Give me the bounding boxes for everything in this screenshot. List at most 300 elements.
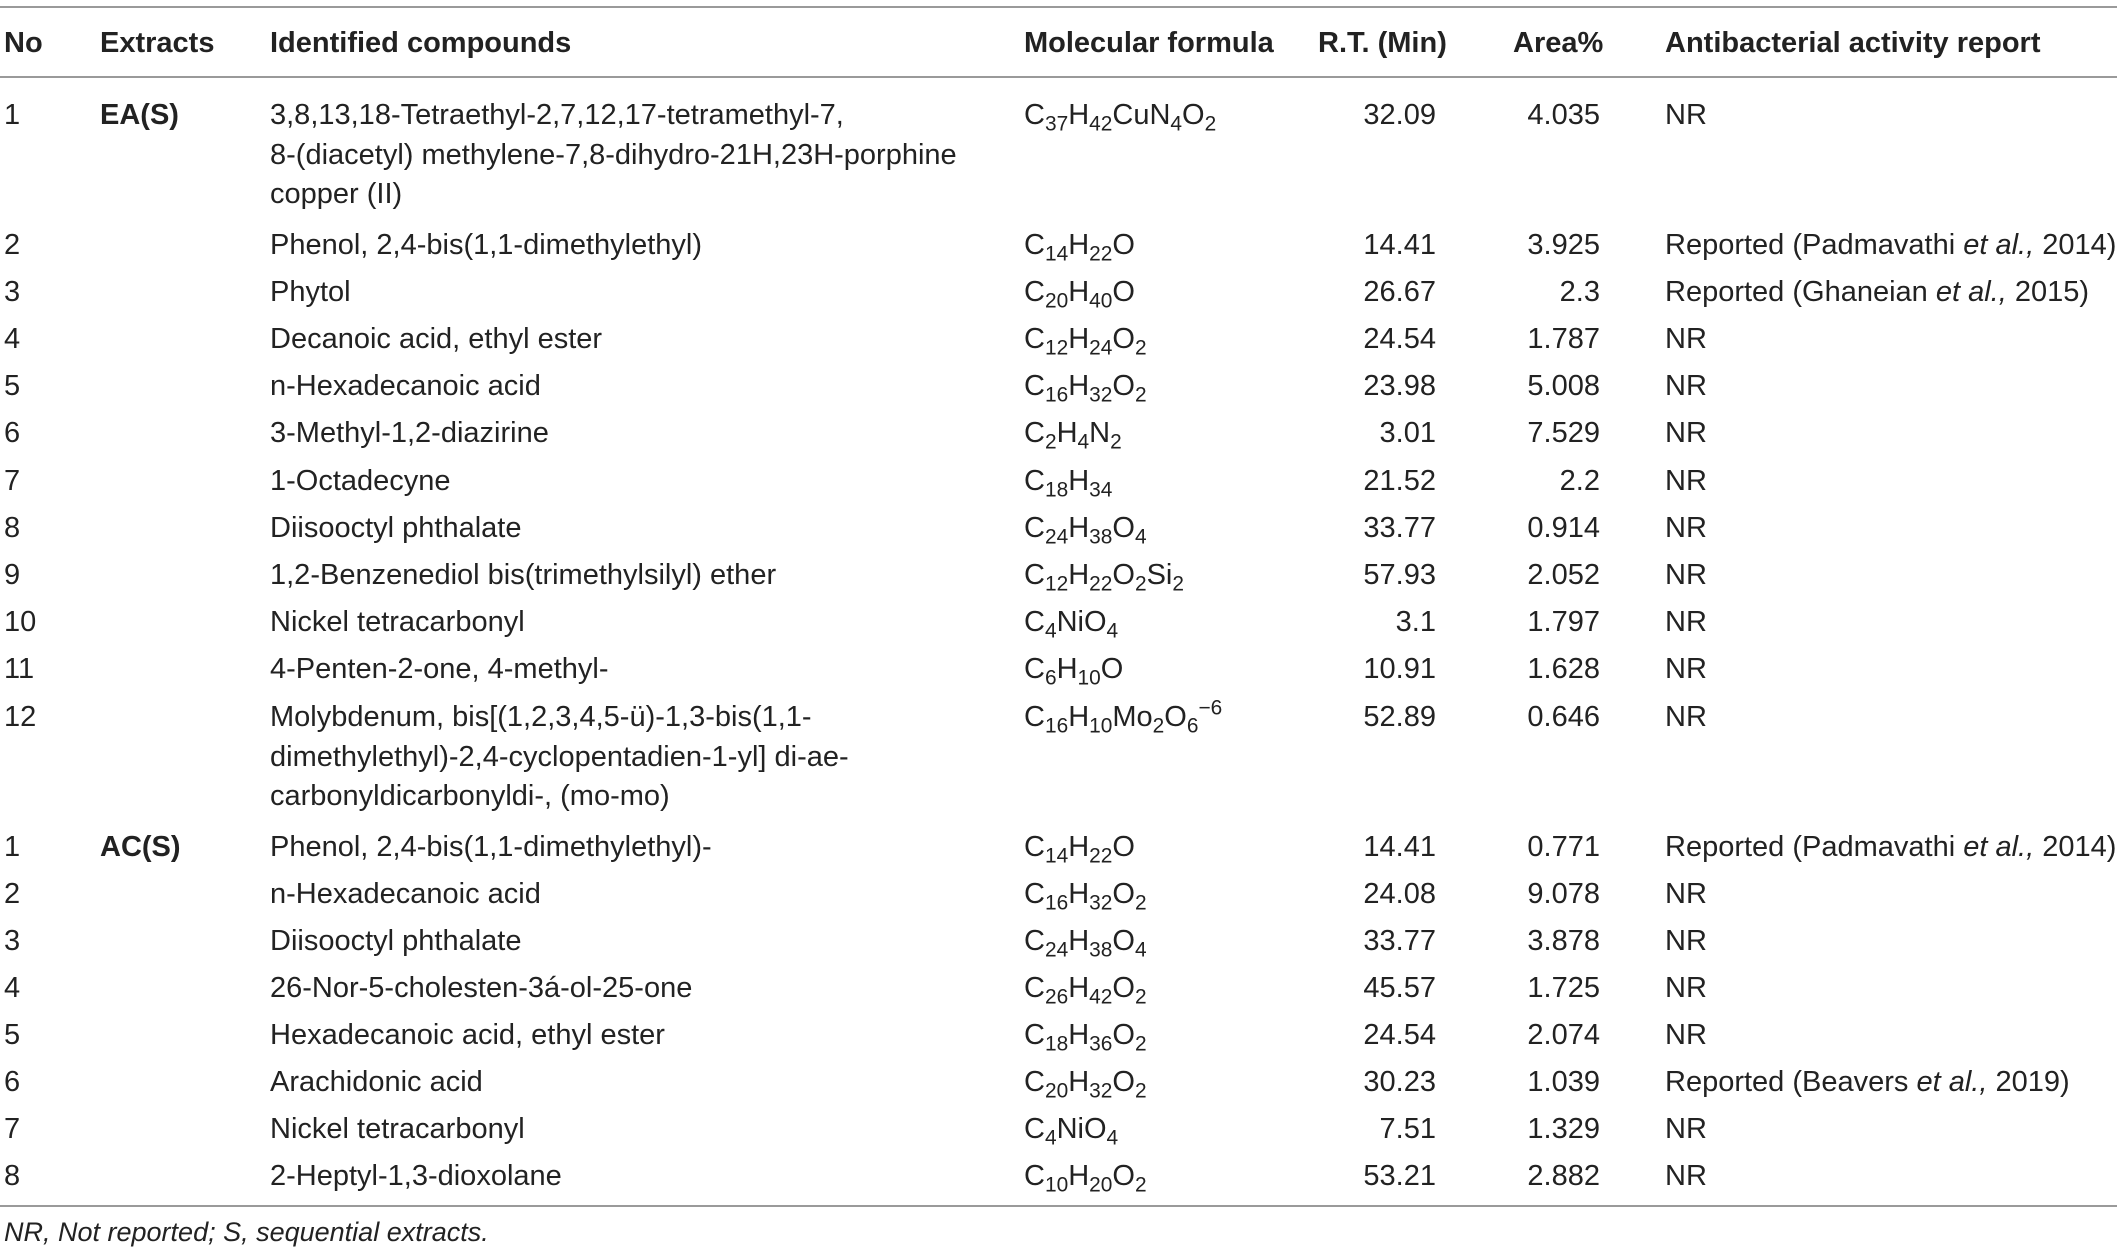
report-segment: NR bbox=[1665, 1113, 1707, 1145]
header-col-molecular-formula: Molecular formula bbox=[1024, 27, 1274, 59]
formula-part: 20 bbox=[1044, 289, 1069, 313]
cell-area: 3.878 bbox=[1527, 925, 1600, 957]
cell-rt: 23.98 bbox=[1363, 370, 1436, 402]
compound-line: Diisooctyl phthalate bbox=[270, 925, 522, 957]
formula-part: H bbox=[1068, 1160, 1090, 1192]
cell-rt: 32.09 bbox=[1363, 99, 1436, 131]
formula-part: 20 bbox=[1089, 1173, 1113, 1197]
cell-rt: 53.21 bbox=[1363, 1160, 1436, 1192]
compound-line: Molybdenum, bis[(1,2,3,4,5-ü)-1,3-bis(1,1- bbox=[270, 701, 812, 733]
formula-part: 2 bbox=[1204, 112, 1217, 136]
formula-part: O bbox=[1112, 925, 1135, 957]
compound-line: 8-(diacetyl) methylene-7,8-dihydro-21H,23H-porphine bbox=[270, 138, 957, 171]
cell-report bbox=[1665, 1063, 2070, 1102]
formula-part: 2 bbox=[1134, 572, 1147, 596]
formula-part: 32 bbox=[1089, 1079, 1113, 1103]
cell-area: 4.035 bbox=[1527, 99, 1600, 131]
formula-part: 32 bbox=[1089, 383, 1113, 407]
cell-report bbox=[1665, 226, 2116, 265]
cell-area: 2.882 bbox=[1527, 1160, 1600, 1192]
compound-line: copper (II) bbox=[270, 178, 403, 210]
formula-part: 34 bbox=[1089, 478, 1113, 502]
formula-part: 14 bbox=[1044, 242, 1069, 266]
cell-area: 0.914 bbox=[1527, 512, 1600, 544]
cell-compound bbox=[270, 462, 451, 502]
formula-part: O bbox=[1164, 701, 1187, 733]
formula-part: C bbox=[1024, 1160, 1045, 1192]
formula-part: H bbox=[1056, 653, 1078, 685]
compound-line: n-Hexadecanoic acid bbox=[270, 370, 541, 402]
report-segment: et al., bbox=[1963, 229, 2035, 261]
report-segment: NR bbox=[1665, 606, 1707, 638]
formula-part: Mo bbox=[1112, 701, 1153, 733]
cell-report bbox=[1665, 650, 1707, 689]
formula-part: C bbox=[1024, 701, 1045, 733]
formula-part: C bbox=[1024, 276, 1045, 308]
cell-formula bbox=[1024, 922, 1147, 961]
cell-area: 1.725 bbox=[1527, 972, 1600, 1004]
formula-part: 22 bbox=[1089, 572, 1113, 596]
formula-part: O bbox=[1112, 323, 1135, 355]
cell-compound bbox=[270, 922, 521, 962]
cell-formula bbox=[1024, 650, 1123, 689]
formula-part: C bbox=[1024, 925, 1045, 957]
cell-rt: 21.52 bbox=[1363, 465, 1436, 497]
cell-report bbox=[1665, 1016, 1707, 1055]
formula-part: 14 bbox=[1044, 844, 1069, 868]
formula-part: H bbox=[1068, 465, 1090, 497]
report-segment: Reported (Padmavathi bbox=[1665, 229, 1964, 261]
cell-formula bbox=[1024, 367, 1147, 406]
formula-part: 36 bbox=[1089, 1032, 1113, 1056]
formula-part: C bbox=[1024, 831, 1045, 863]
formula-part: C bbox=[1024, 417, 1045, 449]
formula-part: 2 bbox=[1134, 1173, 1147, 1197]
formula-part: H bbox=[1068, 1019, 1090, 1051]
report-segment: NR bbox=[1665, 465, 1707, 497]
cell-report bbox=[1665, 922, 1707, 961]
formula-part: 2 bbox=[1134, 1032, 1147, 1056]
cell-rt: 57.93 bbox=[1363, 559, 1436, 591]
formula-part: Si bbox=[1146, 559, 1173, 591]
cell-rt: 30.23 bbox=[1363, 1066, 1436, 1098]
cell-compound bbox=[270, 320, 602, 360]
cell-area: 1.797 bbox=[1527, 606, 1600, 638]
report-segment: NR bbox=[1665, 323, 1707, 355]
formula-part: NiO bbox=[1056, 1113, 1107, 1145]
compound-line: Nickel tetracarbonyl bbox=[270, 606, 525, 638]
cell-compound bbox=[270, 698, 849, 817]
cell-area: 0.771 bbox=[1527, 831, 1600, 863]
cell-no: 8 bbox=[4, 512, 21, 544]
compound-line: carbonyldicarbonyldi-, (mo-mo) bbox=[270, 780, 670, 812]
report-segment: 2014) bbox=[2034, 229, 2117, 261]
cell-no: 11 bbox=[4, 653, 35, 685]
formula-part: H bbox=[1068, 229, 1090, 261]
header-col-antibacterial-report: Antibacterial activity report bbox=[1665, 27, 2041, 59]
table-footnote: NR, Not reported; S, sequential extracts. bbox=[4, 1217, 489, 1247]
cell-rt: 33.77 bbox=[1363, 925, 1436, 957]
formula-part: O bbox=[1112, 512, 1135, 544]
formula-part: C bbox=[1024, 1019, 1045, 1051]
cell-formula bbox=[1024, 509, 1147, 548]
cell-no: 9 bbox=[4, 559, 21, 591]
cell-no: 7 bbox=[4, 465, 21, 497]
cell-no: 5 bbox=[4, 370, 21, 402]
formula-part: 42 bbox=[1089, 112, 1113, 136]
formula-part: 4 bbox=[1106, 619, 1119, 643]
report-segment: 2015) bbox=[2006, 276, 2090, 308]
formula-part: 24 bbox=[1089, 336, 1113, 360]
formula-part: H bbox=[1068, 512, 1090, 544]
cell-rt: 24.08 bbox=[1363, 878, 1436, 910]
formula-part: 12 bbox=[1044, 572, 1069, 596]
formula-part: H bbox=[1068, 878, 1090, 910]
cell-report bbox=[1665, 875, 1707, 914]
formula-part: N bbox=[1089, 417, 1111, 449]
report-segment: Reported (Ghaneian bbox=[1665, 276, 1936, 308]
formula-part: 38 bbox=[1089, 938, 1113, 962]
formula-part: 16 bbox=[1044, 383, 1069, 407]
header-col-no: No bbox=[4, 27, 43, 59]
cell-formula bbox=[1024, 1016, 1147, 1055]
formula-part: O bbox=[1112, 229, 1135, 261]
formula-part: 24 bbox=[1044, 525, 1069, 549]
cell-extract: AC(S) bbox=[100, 831, 181, 863]
report-segment: NR bbox=[1665, 559, 1707, 591]
report-segment: Reported (Beavers bbox=[1665, 1066, 1917, 1098]
cell-rt: 14.41 bbox=[1363, 831, 1436, 863]
formula-part: H bbox=[1056, 417, 1078, 449]
formula-part: NiO bbox=[1056, 606, 1107, 638]
header-col-identified-compounds: Identified compounds bbox=[270, 27, 572, 59]
cell-formula bbox=[1024, 603, 1118, 642]
report-segment: et al., bbox=[1916, 1066, 1988, 1098]
formula-part: C bbox=[1024, 559, 1045, 591]
report-segment: NR bbox=[1665, 512, 1707, 544]
cell-no: 4 bbox=[4, 323, 21, 355]
cell-rt: 14.41 bbox=[1363, 229, 1436, 261]
cell-formula bbox=[1024, 226, 1135, 265]
cell-no: 1 bbox=[4, 99, 21, 131]
compound-line: Diisooctyl phthalate bbox=[270, 512, 522, 544]
formula-part: C bbox=[1024, 1066, 1045, 1098]
formula-part: O bbox=[1112, 276, 1135, 308]
compound-line: 1-Octadecyne bbox=[270, 465, 451, 497]
formula-part: 2 bbox=[1134, 985, 1147, 1009]
cell-no: 12 bbox=[4, 701, 37, 733]
compound-line: Arachidonic acid bbox=[270, 1066, 483, 1098]
cell-compound bbox=[270, 556, 776, 596]
formula-part: H bbox=[1068, 1066, 1090, 1098]
compound-line: Decanoic acid, ethyl ester bbox=[270, 323, 603, 355]
formula-part: H bbox=[1068, 831, 1090, 863]
formula-part: 4 bbox=[1077, 430, 1090, 454]
cell-area: 1.628 bbox=[1527, 653, 1600, 685]
report-segment: Reported (Padmavathi bbox=[1665, 831, 1964, 863]
formula-part: H bbox=[1068, 701, 1090, 733]
compound-line: 3-Methyl-1,2-diazirine bbox=[270, 417, 549, 449]
formula-part: −6 bbox=[1198, 696, 1223, 720]
cell-formula bbox=[1024, 556, 1184, 595]
formula-part: C bbox=[1024, 606, 1045, 638]
formula-part: O bbox=[1112, 972, 1135, 1004]
cell-report bbox=[1665, 969, 1707, 1008]
formula-part: 2 bbox=[1134, 891, 1147, 915]
cell-rt: 3.01 bbox=[1379, 417, 1436, 449]
formula-part: 2 bbox=[1110, 430, 1122, 454]
cell-area: 5.008 bbox=[1527, 370, 1600, 402]
cell-no: 1 bbox=[4, 831, 21, 863]
cell-area: 2.3 bbox=[1559, 276, 1600, 308]
report-segment: 2014) bbox=[2034, 831, 2117, 863]
report-segment: NR bbox=[1665, 653, 1707, 685]
formula-part: 22 bbox=[1089, 242, 1113, 266]
table-bottom-rule bbox=[0, 1205, 2117, 1207]
formula-part: C bbox=[1024, 99, 1045, 131]
cell-area: 2.2 bbox=[1559, 465, 1600, 497]
cell-report bbox=[1665, 462, 1707, 501]
cell-rt: 45.57 bbox=[1363, 972, 1436, 1004]
header-col-rt-min: R.T. (Min) bbox=[1318, 27, 1447, 59]
formula-part: 10 bbox=[1044, 1173, 1069, 1197]
formula-part: 2 bbox=[1044, 430, 1057, 454]
formula-part: 10 bbox=[1089, 714, 1113, 738]
cell-rt: 10.91 bbox=[1363, 653, 1436, 685]
compound-line: dimethylethyl)-2,4-cyclopentadien-1-yl] di-ae- bbox=[270, 740, 849, 773]
formula-part: O bbox=[1112, 831, 1135, 863]
cell-report bbox=[1665, 96, 1707, 135]
cell-no: 3 bbox=[4, 276, 21, 308]
compound-line: Phenol, 2,4-bis(1,1-dimethylethyl) bbox=[270, 229, 702, 261]
formula-part: O bbox=[1112, 370, 1135, 402]
report-segment: NR bbox=[1665, 1160, 1707, 1192]
cell-rt: 7.51 bbox=[1379, 1113, 1436, 1145]
cell-compound bbox=[270, 96, 957, 215]
cell-formula bbox=[1024, 414, 1122, 453]
formula-part: 42 bbox=[1089, 985, 1113, 1009]
cell-compound bbox=[270, 1063, 483, 1103]
header-col-area-percent: Area% bbox=[1513, 27, 1604, 59]
formula-part: 4 bbox=[1044, 1126, 1057, 1150]
cell-no: 6 bbox=[4, 1066, 21, 1098]
cell-compound bbox=[270, 828, 712, 868]
cell-formula bbox=[1024, 698, 1222, 737]
cell-compound bbox=[270, 509, 521, 549]
formula-part: H bbox=[1068, 323, 1090, 355]
formula-part: H bbox=[1068, 925, 1090, 957]
formula-part: O bbox=[1112, 559, 1135, 591]
cell-area: 0.646 bbox=[1527, 701, 1600, 733]
report-segment: NR bbox=[1665, 701, 1707, 733]
cell-report bbox=[1665, 698, 1707, 737]
cell-compound bbox=[270, 603, 525, 643]
formula-part: 2 bbox=[1134, 383, 1147, 407]
compound-line: Phytol bbox=[270, 276, 351, 308]
compound-line: 2-Heptyl-1,3-dioxolane bbox=[270, 1160, 562, 1192]
cell-rt: 33.77 bbox=[1363, 512, 1436, 544]
formula-part: C bbox=[1024, 653, 1045, 685]
cell-formula bbox=[1024, 462, 1112, 501]
cell-report bbox=[1665, 273, 2089, 312]
cell-area: 2.074 bbox=[1527, 1019, 1600, 1051]
cell-formula bbox=[1024, 273, 1135, 312]
cell-compound bbox=[270, 969, 692, 1009]
cell-formula bbox=[1024, 875, 1147, 914]
cell-no: 2 bbox=[4, 878, 21, 910]
formula-part: 20 bbox=[1044, 1079, 1069, 1103]
cell-report bbox=[1665, 414, 1707, 453]
compound-line: Nickel tetracarbonyl bbox=[270, 1113, 525, 1145]
cell-compound bbox=[270, 875, 541, 915]
cell-formula bbox=[1024, 828, 1135, 867]
formula-part: 6 bbox=[1044, 666, 1057, 690]
cell-no: 2 bbox=[4, 229, 21, 261]
cell-formula bbox=[1024, 969, 1147, 1008]
report-segment: et al., bbox=[1935, 276, 2007, 308]
cell-compound bbox=[270, 226, 702, 266]
formula-part: 10 bbox=[1077, 666, 1101, 690]
cell-rt: 26.67 bbox=[1363, 276, 1436, 308]
cell-area: 3.925 bbox=[1527, 229, 1600, 261]
formula-part: 16 bbox=[1044, 714, 1069, 738]
report-segment: NR bbox=[1665, 925, 1707, 957]
formula-part: CuN bbox=[1112, 99, 1171, 131]
cell-report bbox=[1665, 1110, 1707, 1149]
cell-report bbox=[1665, 828, 2116, 867]
cell-rt: 3.1 bbox=[1395, 606, 1436, 638]
report-segment: NR bbox=[1665, 99, 1707, 131]
formula-part: H bbox=[1068, 276, 1090, 308]
formula-part: C bbox=[1024, 878, 1045, 910]
cell-formula bbox=[1024, 320, 1147, 359]
formula-part: 32 bbox=[1089, 891, 1113, 915]
cell-compound bbox=[270, 650, 609, 690]
formula-part: C bbox=[1024, 972, 1045, 1004]
cell-formula bbox=[1024, 96, 1216, 135]
formula-part: C bbox=[1024, 370, 1045, 402]
formula-part: 2 bbox=[1172, 572, 1184, 596]
cell-no: 3 bbox=[4, 925, 21, 957]
cell-area: 2.052 bbox=[1527, 559, 1600, 591]
cell-compound bbox=[270, 1110, 525, 1150]
formula-part: 18 bbox=[1044, 1032, 1069, 1056]
formula-part: 4 bbox=[1134, 525, 1147, 549]
cell-rt: 24.54 bbox=[1363, 1019, 1436, 1051]
table-header-rule bbox=[0, 76, 2117, 78]
cell-no: 8 bbox=[4, 1160, 21, 1192]
cell-formula bbox=[1024, 1110, 1118, 1149]
cell-report bbox=[1665, 509, 1707, 548]
formula-part: C bbox=[1024, 1113, 1045, 1145]
formula-part: 16 bbox=[1044, 891, 1069, 915]
formula-part: 37 bbox=[1044, 112, 1069, 136]
formula-part: O bbox=[1112, 1019, 1135, 1051]
cell-area: 1.329 bbox=[1527, 1113, 1600, 1145]
formula-part: 4 bbox=[1134, 938, 1147, 962]
formula-part: 22 bbox=[1089, 844, 1113, 868]
header-col-extracts: Extracts bbox=[100, 27, 215, 59]
formula-part: O bbox=[1112, 1160, 1135, 1192]
compound-line: 1,2-Benzenediol bis(trimethylsilyl) ether bbox=[270, 559, 777, 591]
report-segment: NR bbox=[1665, 1019, 1707, 1051]
cell-report bbox=[1665, 367, 1707, 406]
compound-line: 4-Penten-2-one, 4-methyl- bbox=[270, 653, 609, 685]
compound-line: 26-Nor-5-cholesten-3á-ol-25-one bbox=[270, 972, 693, 1004]
cell-compound bbox=[270, 367, 541, 407]
formula-part: 4 bbox=[1170, 112, 1183, 136]
cell-compound bbox=[270, 414, 549, 454]
compound-line: 3,8,13,18-Tetraethyl-2,7,12,17-tetramethyl-7, bbox=[270, 99, 844, 131]
formula-part: 2 bbox=[1152, 714, 1165, 738]
report-segment: NR bbox=[1665, 878, 1707, 910]
cell-compound bbox=[270, 1157, 562, 1197]
formula-part: C bbox=[1024, 229, 1045, 261]
cell-rt: 52.89 bbox=[1363, 701, 1436, 733]
formula-part: 12 bbox=[1044, 336, 1069, 360]
formula-part: 18 bbox=[1044, 478, 1069, 502]
cell-no: 4 bbox=[4, 972, 21, 1004]
formula-part: 24 bbox=[1044, 938, 1069, 962]
compound-line: Phenol, 2,4-bis(1,1-dimethylethyl)- bbox=[270, 831, 712, 863]
cell-area: 1.787 bbox=[1527, 323, 1600, 355]
cell-area: 1.039 bbox=[1527, 1066, 1600, 1098]
formula-part: 4 bbox=[1106, 1126, 1119, 1150]
formula-part: O bbox=[1182, 99, 1205, 131]
formula-part: 26 bbox=[1044, 985, 1069, 1009]
compound-line: Hexadecanoic acid, ethyl ester bbox=[270, 1019, 665, 1051]
cell-report bbox=[1665, 1157, 1707, 1196]
formula-part: O bbox=[1112, 1066, 1135, 1098]
report-segment: et al., bbox=[1963, 831, 2035, 863]
formula-part: 4 bbox=[1044, 619, 1057, 643]
formula-part: 40 bbox=[1089, 289, 1113, 313]
formula-part: C bbox=[1024, 465, 1045, 497]
cell-area: 7.529 bbox=[1527, 417, 1600, 449]
cell-no: 5 bbox=[4, 1019, 21, 1051]
cell-no: 7 bbox=[4, 1113, 21, 1145]
cell-area: 9.078 bbox=[1527, 878, 1600, 910]
report-segment: 2019) bbox=[1987, 1066, 2070, 1098]
cell-report bbox=[1665, 556, 1707, 595]
cell-formula bbox=[1024, 1157, 1147, 1196]
report-segment: NR bbox=[1665, 370, 1707, 402]
table-top-rule bbox=[0, 6, 2117, 8]
formula-part: C bbox=[1024, 323, 1045, 355]
cell-compound bbox=[270, 273, 351, 313]
formula-part: C bbox=[1024, 512, 1045, 544]
formula-part: H bbox=[1068, 370, 1090, 402]
formula-part: 2 bbox=[1134, 336, 1147, 360]
cell-no: 6 bbox=[4, 417, 21, 449]
report-segment: NR bbox=[1665, 972, 1707, 1004]
formula-part: 6 bbox=[1186, 714, 1199, 738]
report-segment: NR bbox=[1665, 417, 1707, 449]
compound-line: n-Hexadecanoic acid bbox=[270, 878, 541, 910]
formula-part: O bbox=[1100, 653, 1124, 685]
cell-rt: 24.54 bbox=[1363, 323, 1436, 355]
formula-part: O bbox=[1112, 878, 1135, 910]
cell-compound bbox=[270, 1016, 665, 1056]
cell-no: 10 bbox=[4, 606, 37, 638]
formula-part: H bbox=[1068, 559, 1090, 591]
cell-extract: EA(S) bbox=[100, 99, 179, 131]
formula-part: 38 bbox=[1089, 525, 1113, 549]
formula-part: H bbox=[1068, 99, 1090, 131]
formula-part: H bbox=[1068, 972, 1090, 1004]
cell-formula bbox=[1024, 1063, 1147, 1102]
formula-part: 2 bbox=[1134, 1079, 1147, 1103]
